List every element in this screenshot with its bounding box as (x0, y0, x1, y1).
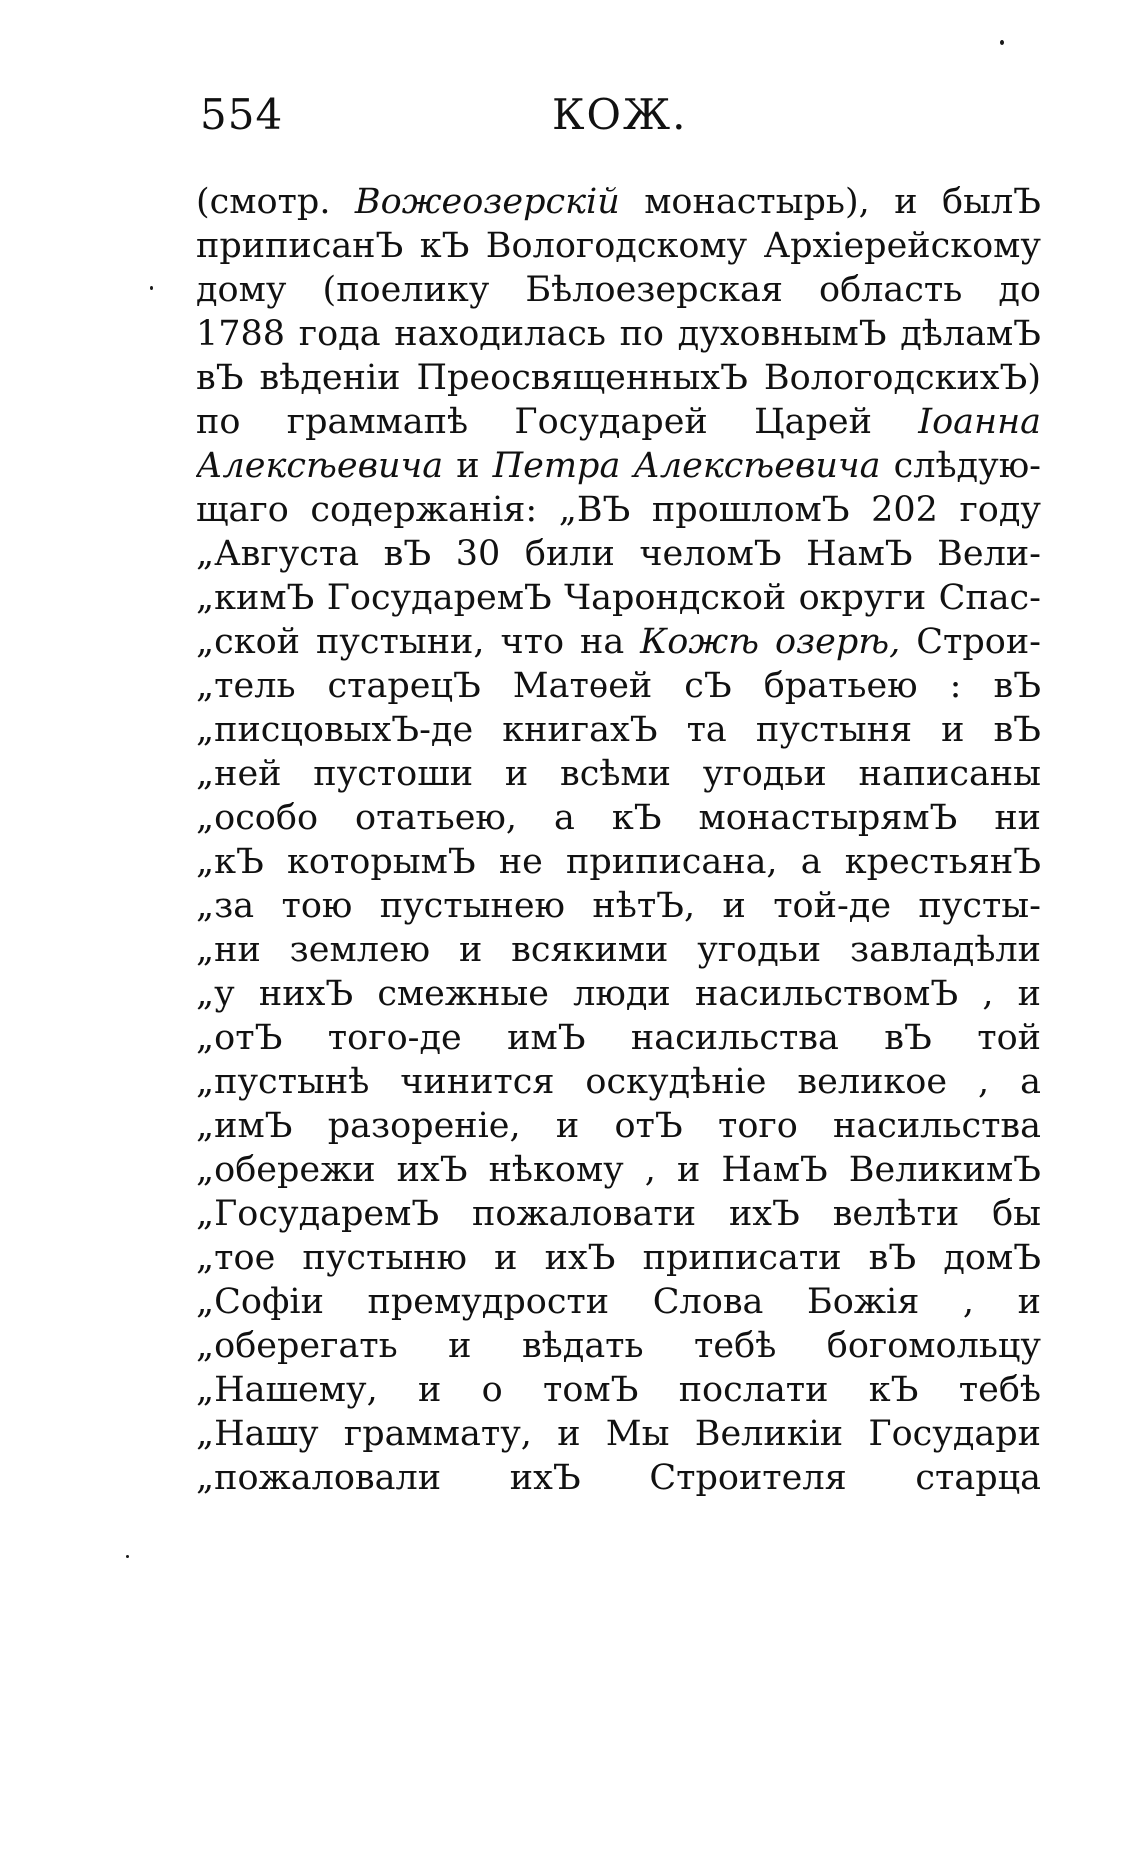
text-run: „кЪ которымЪ не приписана, а крестьянЪ (196, 842, 1041, 882)
text-run: „за тою пустынею нѣтЪ, и той-де пусты- (196, 886, 1041, 926)
text-line (196, 224, 1041, 268)
text-run: слѣдую- (880, 446, 1041, 486)
text-run: „пожаловали ихЪ Строителя старца (196, 1458, 1041, 1498)
margin-speck (126, 1555, 129, 1558)
text-line (196, 840, 1041, 884)
text-run: „обережи ихЪ нѣкому , и НамЪ ВеликимЪ (196, 1150, 1041, 1190)
text-line (196, 1412, 1041, 1456)
text-line (196, 532, 1041, 576)
text-run: дому (поелику Бѣлоезерская область до (196, 270, 1041, 310)
text-line (196, 884, 1041, 928)
text-run: „имЪ разоренiе, и отЪ того насильства (196, 1106, 1041, 1146)
italic-text: Вожеозерскiй (354, 182, 620, 222)
text-line (196, 444, 1041, 488)
text-line (196, 1280, 1041, 1324)
body-text (196, 180, 1041, 1500)
text-line (196, 312, 1041, 356)
text-run: „у нихЪ смежные люди насильствомЪ , и (196, 974, 1041, 1014)
text-line (196, 1148, 1041, 1192)
text-run: вЪ вѣденiи ПреосвященныхЪ ВологодскихЪ) (196, 358, 1041, 398)
margin-speck (150, 286, 153, 290)
text-run: „отЪ того-де имЪ насильства вЪ той (196, 1018, 1041, 1058)
text-run: „Софiи премудрости Слова Божiя , и (196, 1282, 1041, 1322)
text-run: „Нашему, и о томЪ послати кЪ тебѣ (196, 1370, 1041, 1410)
text-run: „ГосударемЪ пожаловати ихЪ велѣти бы (196, 1194, 1041, 1234)
text-line (196, 268, 1041, 312)
text-run: Строи- (900, 622, 1041, 662)
text-line (196, 1456, 1041, 1500)
margin-speck (1000, 40, 1004, 45)
text-line (196, 972, 1041, 1016)
text-run: „тое пустыню и ихЪ приписати вЪ домЪ (196, 1238, 1041, 1278)
text-run: „ской пустыни, что на (196, 622, 641, 662)
text-line (196, 1368, 1041, 1412)
text-line (196, 356, 1041, 400)
text-line (196, 752, 1041, 796)
text-run: „пустынѣ чинится оскудѣнiе великое , а (196, 1062, 1041, 1102)
text-line (196, 1060, 1041, 1104)
text-run: и (443, 446, 493, 486)
text-line (196, 1324, 1041, 1368)
text-run: „особо отатьею, а кЪ монастырямЪ ни (196, 798, 1041, 838)
page-header (200, 80, 1040, 150)
text-run: „Нашу граммату, и Мы Великiи Государи (196, 1414, 1041, 1454)
text-line (196, 620, 1041, 664)
text-run: „ни землею и всякими угодьи завладѣли (196, 930, 1041, 970)
text-line (196, 1236, 1041, 1280)
text-run: 1788 года находилась по духовнымЪ дѣламЪ (196, 314, 1041, 354)
text-line (196, 400, 1041, 444)
text-run: „тель старецЪ Матѳей сЪ братьею : вЪ (196, 666, 1041, 706)
text-line (196, 488, 1041, 532)
text-line (196, 708, 1041, 752)
text-line (196, 1104, 1041, 1148)
italic-text: Кожѣ озерѣ, (640, 622, 901, 662)
italic-text: Алексѣевича (196, 446, 444, 486)
text-line (196, 1192, 1041, 1236)
text-line (196, 928, 1041, 972)
text-line (196, 576, 1041, 620)
text-run: приписанЪ кЪ Вологодскому Архiерейскому (196, 226, 1041, 266)
text-line (196, 664, 1041, 708)
text-run: „писцовыхЪ-де книгахЪ та пустыня и вЪ (196, 710, 1041, 750)
text-run: „оберегать и вѣдать тебѣ богомольцу (196, 1326, 1041, 1366)
text-run: монастырь), и былЪ (619, 182, 1041, 222)
italic-text: Петра Алексѣевича (492, 446, 881, 486)
text-run: „кимЪ ГосударемЪ Чарондской округи Спас- (196, 578, 1041, 618)
page-number: 554 (200, 90, 284, 139)
text-line (196, 1016, 1041, 1060)
text-run: щаго содержанiя: „ВЪ прошломЪ 202 году (196, 490, 1041, 530)
running-head: КОЖ. (552, 90, 688, 139)
text-run: (смотр. (196, 182, 355, 222)
text-run: „Августа вЪ 30 били челомЪ НамЪ Вели- (196, 534, 1041, 574)
text-run: „ней пустоши и всѣми угодьи написаны (196, 754, 1041, 794)
text-line (196, 180, 1041, 224)
text-run: по граммапѣ Государей Царей (196, 402, 919, 442)
text-line (196, 796, 1041, 840)
italic-text: Iоанна (918, 402, 1041, 442)
